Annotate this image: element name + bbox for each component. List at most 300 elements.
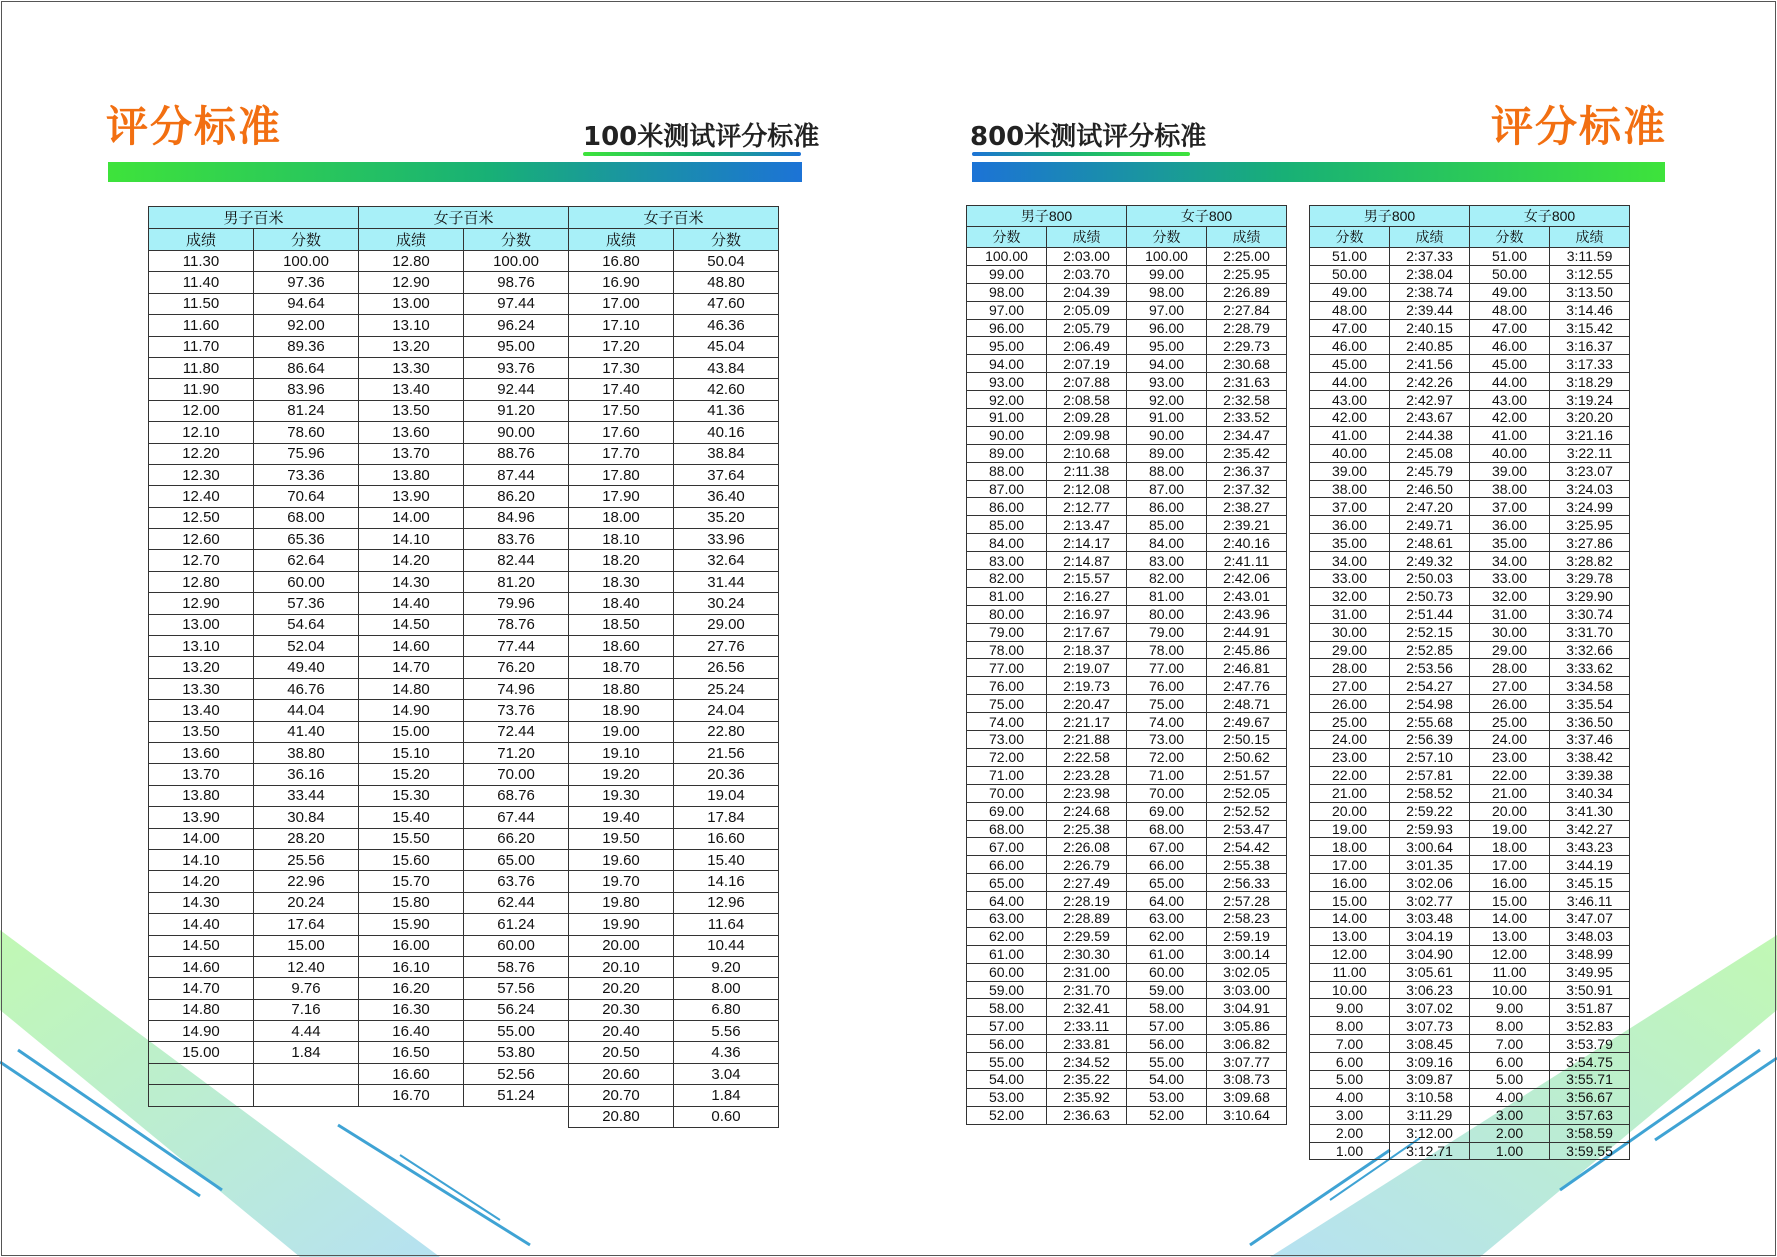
table-row — [149, 807, 569, 828]
table-cell: 2:33.52 — [1207, 409, 1287, 427]
table-cell: 12.80 — [359, 251, 464, 272]
table-cell: 89.36 — [254, 336, 359, 357]
table-cell: 3:02.06 — [1390, 874, 1470, 892]
table-cell: 16.00 — [1310, 874, 1390, 892]
table-cell: 73.00 — [1127, 731, 1207, 749]
table-cell: 29.00 — [1470, 641, 1550, 659]
table-cell: 46.36 — [674, 315, 779, 336]
table-cell: 35.20 — [674, 507, 779, 528]
table-row — [1310, 1106, 1630, 1124]
table-cell: 52.56 — [464, 1063, 569, 1084]
table-cell: 17.00 — [1470, 856, 1550, 874]
table-row — [967, 802, 1287, 820]
table-cell: 2:58.52 — [1390, 784, 1470, 802]
table-cell: 95.00 — [464, 336, 569, 357]
table-cell: 58.76 — [464, 956, 569, 977]
table-row — [149, 999, 569, 1020]
table-cell: 44.04 — [254, 700, 359, 721]
table-row — [149, 1085, 569, 1106]
table-cell: 2:57.10 — [1390, 748, 1470, 766]
table-cell: 2:33.11 — [1047, 1017, 1127, 1035]
table-cell: 3:57.63 — [1550, 1106, 1630, 1124]
table-cell: 2:59.22 — [1390, 802, 1470, 820]
table-cell: 77.00 — [967, 659, 1047, 677]
table-cell: 16.40 — [359, 1021, 464, 1042]
table-row — [1310, 784, 1630, 802]
table-cell: 3:07.02 — [1390, 999, 1470, 1017]
table-cell: 13.10 — [359, 315, 464, 336]
table-cell: 10.00 — [1470, 981, 1550, 999]
table-cell: 12.70 — [149, 550, 254, 571]
table-cell: 2:32.58 — [1207, 391, 1287, 409]
table-cell: 86.64 — [254, 357, 359, 378]
table-cell: 28.00 — [1470, 659, 1550, 677]
table-row — [149, 293, 569, 314]
table-cell: 19.70 — [569, 871, 674, 892]
table-cell: 71.00 — [967, 766, 1047, 784]
table-row — [1310, 516, 1630, 534]
table-row — [149, 700, 569, 721]
table-row — [967, 534, 1287, 552]
table-cell: 32.64 — [674, 550, 779, 571]
table-cell: 2:39.21 — [1207, 516, 1287, 534]
table-row — [569, 978, 779, 999]
table-cell: 3:54.75 — [1550, 1053, 1630, 1071]
table-cell: 33.96 — [674, 529, 779, 550]
table-cell: 3:12.71 — [1390, 1142, 1470, 1160]
table-cell: 16.30 — [359, 999, 464, 1020]
table-row — [967, 641, 1287, 659]
table-row — [967, 283, 1287, 301]
table-cell: 70.64 — [254, 486, 359, 507]
table-cell: 2:36.63 — [1047, 1106, 1127, 1124]
table-cell: 33.44 — [254, 785, 359, 806]
column-header-row — [1310, 227, 1630, 248]
table-cell: 26.00 — [1310, 695, 1390, 713]
table-cell: 3:33.62 — [1550, 659, 1630, 677]
table-cell — [254, 1063, 359, 1084]
table-cell: 3:38.42 — [1550, 748, 1630, 766]
table-cell: 3:07.73 — [1390, 1017, 1470, 1035]
table-row — [1310, 426, 1630, 444]
table-cell: 18.70 — [569, 657, 674, 678]
table-cell: 3:00.14 — [1207, 945, 1287, 963]
table-cell: 2:52.05 — [1207, 784, 1287, 802]
table-cell: 3:17.33 — [1550, 355, 1630, 373]
table-cell: 3:19.24 — [1550, 391, 1630, 409]
table-cell: 2:26.08 — [1047, 838, 1127, 856]
group-header: 男子800 — [1310, 206, 1470, 227]
table-cell: 91.00 — [1127, 409, 1207, 427]
table-cell: 3:14.46 — [1550, 301, 1630, 319]
table-cell: 19.30 — [569, 785, 674, 806]
table-row — [149, 507, 569, 528]
table-row — [149, 828, 569, 849]
table-cell: 2:54.42 — [1207, 838, 1287, 856]
column-header: 分数 — [1310, 227, 1390, 248]
table-cell: 71.00 — [1127, 766, 1207, 784]
table-cell: 3:29.90 — [1550, 587, 1630, 605]
table-cell: 27.76 — [674, 636, 779, 657]
table-cell: 82.44 — [464, 550, 569, 571]
table-cell: 3:28.82 — [1550, 552, 1630, 570]
table-cell: 59.00 — [967, 981, 1047, 999]
table-cell: 2:40.16 — [1207, 534, 1287, 552]
table-cell: 2:28.19 — [1047, 892, 1127, 910]
table-cell: 14.80 — [149, 999, 254, 1020]
table-cell: 3:59.55 — [1550, 1142, 1630, 1160]
table-cell: 14.80 — [359, 678, 464, 699]
table-cell: 15.00 — [254, 935, 359, 956]
table-cell: 34.00 — [1310, 552, 1390, 570]
table-cell: 15.10 — [359, 742, 464, 763]
table-row — [967, 695, 1287, 713]
table-row — [1310, 534, 1630, 552]
table-cell: 24.04 — [674, 700, 779, 721]
table-cell: 13.80 — [359, 464, 464, 485]
table-cell: 19.10 — [569, 742, 674, 763]
table-cell: 35.00 — [1310, 534, 1390, 552]
table-row — [967, 874, 1287, 892]
table-row — [967, 1106, 1287, 1124]
table-cell: 39.00 — [1310, 462, 1390, 480]
table-cell: 13.30 — [149, 678, 254, 699]
table-row — [1310, 605, 1630, 623]
table-cell: 2.00 — [1310, 1124, 1390, 1142]
table-cell: 15.40 — [359, 807, 464, 828]
table-row — [1310, 623, 1630, 641]
table-cell: 92.00 — [1127, 391, 1207, 409]
table-cell: 20.36 — [674, 764, 779, 785]
table-row — [149, 529, 569, 550]
table-cell: 22.80 — [674, 721, 779, 742]
table-cell: 37.64 — [674, 464, 779, 485]
table-cell: 65.00 — [967, 874, 1047, 892]
table-row — [967, 856, 1287, 874]
table-cell: 19.20 — [569, 764, 674, 785]
table-row — [569, 1021, 779, 1042]
table-cell: 3:12.00 — [1390, 1124, 1470, 1142]
table-cell: 3:10.64 — [1207, 1106, 1287, 1124]
table-row — [569, 507, 779, 528]
table-cell: 45.04 — [674, 336, 779, 357]
table-cell: 16.00 — [359, 935, 464, 956]
table-row — [569, 849, 779, 870]
table-row — [149, 785, 569, 806]
table-cell: 25.56 — [254, 849, 359, 870]
table-row — [967, 748, 1287, 766]
table-cell: 3:20.20 — [1550, 409, 1630, 427]
table-cell: 41.00 — [1310, 426, 1390, 444]
table-cell: 77.44 — [464, 636, 569, 657]
table-cell: 97.36 — [254, 272, 359, 293]
table-800m-part2 — [1309, 205, 1630, 1160]
table-row — [967, 552, 1287, 570]
table-cell: 2:59.19 — [1207, 927, 1287, 945]
table-cell: 48.80 — [674, 272, 779, 293]
table-cell: 60.00 — [967, 963, 1047, 981]
table-row — [149, 871, 569, 892]
table-cell: 55.00 — [967, 1053, 1047, 1071]
table-cell: 55.00 — [464, 1021, 569, 1042]
table-cell: 58.00 — [967, 999, 1047, 1017]
table-cell: 9.00 — [1310, 999, 1390, 1017]
table-cell: 14.90 — [149, 1021, 254, 1042]
table-row — [1310, 462, 1630, 480]
table-row — [967, 659, 1287, 677]
table-cell: 14.16 — [674, 871, 779, 892]
table-cell: 3:15.42 — [1550, 319, 1630, 337]
table-row — [967, 909, 1287, 927]
table-row — [569, 785, 779, 806]
table-cell: 57.36 — [254, 593, 359, 614]
table-cell: 94.00 — [1127, 355, 1207, 373]
table-cell: 11.60 — [149, 315, 254, 336]
table-row — [569, 636, 779, 657]
table-cell: 62.00 — [967, 927, 1047, 945]
column-header: 成绩 — [149, 229, 254, 251]
table-cell: 97.00 — [967, 301, 1047, 319]
table-cell: 2:03.00 — [1047, 248, 1127, 266]
table-cell: 13.00 — [1470, 927, 1550, 945]
table-cell: 18.00 — [569, 507, 674, 528]
table-cell: 2:38.27 — [1207, 498, 1287, 516]
table-cell: 9.20 — [674, 956, 779, 977]
table-cell: 26.56 — [674, 657, 779, 678]
table-cell: 5.56 — [674, 1021, 779, 1042]
table-cell: 2:45.86 — [1207, 641, 1287, 659]
table-cell: 3:52.83 — [1550, 1017, 1630, 1035]
table-cell: 14.10 — [359, 529, 464, 550]
table-cell: 20.70 — [569, 1085, 674, 1106]
table-row — [1310, 1124, 1630, 1142]
table-cell: 36.00 — [1470, 516, 1550, 534]
table-cell: 88.76 — [464, 443, 569, 464]
table-cell: 2:38.04 — [1390, 265, 1470, 283]
table-cell: 17.20 — [569, 336, 674, 357]
table-cell: 2:50.15 — [1207, 731, 1287, 749]
table-cell: 80.00 — [967, 605, 1047, 623]
table-row — [149, 764, 569, 785]
group-header-row — [1310, 206, 1630, 227]
table-cell: 13.30 — [359, 357, 464, 378]
table-row — [1310, 677, 1630, 695]
table-cell: 65.00 — [1127, 874, 1207, 892]
table-row — [569, 999, 779, 1020]
table-row — [569, 828, 779, 849]
table-cell: 13.90 — [149, 807, 254, 828]
table-cell: 2:38.74 — [1390, 283, 1470, 301]
table-row — [1310, 802, 1630, 820]
table-cell: 87.00 — [967, 480, 1047, 498]
table-cell: 2:12.77 — [1047, 498, 1127, 516]
table-row — [569, 614, 779, 635]
table-cell: 17.64 — [254, 914, 359, 935]
table-cell: 14.50 — [149, 935, 254, 956]
table-cell: 21.00 — [1470, 784, 1550, 802]
table-cell: 43.00 — [1310, 391, 1390, 409]
table-cell: 13.80 — [149, 785, 254, 806]
table-row — [569, 721, 779, 742]
table-cell: 2:28.89 — [1047, 909, 1127, 927]
table-cell: 19.80 — [569, 892, 674, 913]
table-cell: 48.00 — [1470, 301, 1550, 319]
table-row — [149, 251, 569, 272]
table-cell: 78.00 — [1127, 641, 1207, 659]
table-cell: 11.40 — [149, 272, 254, 293]
table-cell: 14.60 — [149, 956, 254, 977]
left-header-bar — [108, 162, 802, 182]
table-cell: 2:26.79 — [1047, 856, 1127, 874]
table-cell: 45.00 — [1310, 355, 1390, 373]
table-cell: 2:58.23 — [1207, 909, 1287, 927]
table-cell: 99.00 — [967, 265, 1047, 283]
table-cell: 65.00 — [464, 849, 569, 870]
table-cell: 72.44 — [464, 721, 569, 742]
table-row — [1310, 748, 1630, 766]
table-cell: 3:16.37 — [1550, 337, 1630, 355]
table-cell: 1.00 — [1470, 1142, 1550, 1160]
table-cell: 3:34.58 — [1550, 677, 1630, 695]
table-cell: 2:31.00 — [1047, 963, 1127, 981]
table-cell: 2:32.41 — [1047, 999, 1127, 1017]
table-cell: 19.00 — [569, 721, 674, 742]
table-cell: 20.60 — [569, 1063, 674, 1084]
table-cell: 81.20 — [464, 571, 569, 592]
table-cell: 3:04.90 — [1390, 945, 1470, 963]
table-cell: 17.40 — [569, 379, 674, 400]
table-cell: 3:09.68 — [1207, 1088, 1287, 1106]
table-cell: 3:24.99 — [1550, 498, 1630, 516]
table-row — [1310, 909, 1630, 927]
table-row — [569, 529, 779, 550]
table-row — [1310, 766, 1630, 784]
table-cell: 27.00 — [1310, 677, 1390, 695]
table-800m-part1 — [966, 205, 1287, 1125]
table-cell: 79.00 — [967, 623, 1047, 641]
table-cell: 14.30 — [359, 571, 464, 592]
table-cell: 52.04 — [254, 636, 359, 657]
table-cell: 90.00 — [464, 422, 569, 443]
table-cell: 18.40 — [569, 593, 674, 614]
table-row — [569, 379, 779, 400]
table-cell: 13.50 — [149, 721, 254, 742]
table-cell: 12.50 — [149, 507, 254, 528]
group-header: 女子百米 — [359, 207, 569, 229]
table-row — [149, 914, 569, 935]
table-row — [967, 355, 1287, 373]
table-cell: 98.00 — [967, 283, 1047, 301]
table-cell: 74.00 — [1127, 713, 1207, 731]
table-cell: 53.00 — [1127, 1088, 1207, 1106]
table-row — [569, 764, 779, 785]
table-cell: 3:06.23 — [1390, 981, 1470, 999]
table-row — [967, 784, 1287, 802]
table-cell: 9.00 — [1470, 999, 1550, 1017]
table-cell: 15.90 — [359, 914, 464, 935]
table-cell: 84.00 — [1127, 534, 1207, 552]
table-cell: 2:07.88 — [1047, 373, 1127, 391]
table-cell: 14.90 — [359, 700, 464, 721]
table-cell: 76.00 — [967, 677, 1047, 695]
table-row — [149, 636, 569, 657]
table-row — [967, 444, 1287, 462]
table-cell: 12.40 — [254, 956, 359, 977]
table-row — [149, 1063, 569, 1084]
table-row — [149, 614, 569, 635]
column-header: 成绩 — [359, 229, 464, 251]
table-row — [569, 935, 779, 956]
group-header: 女子800 — [1127, 206, 1287, 227]
table-row — [967, 516, 1287, 534]
table-cell: 16.60 — [674, 828, 779, 849]
table-cell: 20.30 — [569, 999, 674, 1020]
table-cell — [149, 1085, 254, 1106]
table-row — [1310, 1053, 1630, 1071]
column-header-row — [967, 227, 1287, 248]
table-cell: 85.00 — [1127, 516, 1207, 534]
table-cell: 13.60 — [149, 742, 254, 763]
table-cell: 2:57.81 — [1390, 766, 1470, 784]
table-cell: 54.00 — [967, 1070, 1047, 1088]
table-row — [569, 892, 779, 913]
table-row — [149, 422, 569, 443]
table-cell: 2:57.28 — [1207, 892, 1287, 910]
table-cell: 44.00 — [1310, 373, 1390, 391]
table-cell: 13.00 — [1310, 927, 1390, 945]
table-cell: 93.00 — [1127, 373, 1207, 391]
table-cell: 19.00 — [1310, 820, 1390, 838]
table-100m-women-continued — [568, 206, 779, 1128]
table-cell: 28.20 — [254, 828, 359, 849]
table-cell: 3:48.99 — [1550, 945, 1630, 963]
group-header-row — [569, 207, 779, 229]
table-cell: 49.40 — [254, 657, 359, 678]
table-row — [967, 301, 1287, 319]
table-cell: 3:04.91 — [1207, 999, 1287, 1017]
table-cell: 3:08.45 — [1390, 1035, 1470, 1053]
table-cell: 3:12.55 — [1550, 265, 1630, 283]
table-cell: 1.84 — [254, 1042, 359, 1063]
table-cell: 12.30 — [149, 464, 254, 485]
table-row — [967, 623, 1287, 641]
table-cell: 31.44 — [674, 571, 779, 592]
table-cell: 2:28.79 — [1207, 319, 1287, 337]
table-cell: 14.00 — [1310, 909, 1390, 927]
table-row — [967, 1017, 1287, 1035]
table-cell: 92.00 — [967, 391, 1047, 409]
table-cell: 3:09.16 — [1390, 1053, 1470, 1071]
table-cell: 3:31.70 — [1550, 623, 1630, 641]
table-cell: 30.84 — [254, 807, 359, 828]
table-row — [1310, 355, 1630, 373]
table-cell: 78.60 — [254, 422, 359, 443]
table-cell: 94.00 — [967, 355, 1047, 373]
table-row — [967, 426, 1287, 444]
table-cell: 15.00 — [1310, 892, 1390, 910]
table-cell: 3:24.03 — [1550, 480, 1630, 498]
table-cell: 74.96 — [464, 678, 569, 699]
table-cell: 3:02.77 — [1390, 892, 1470, 910]
table-row — [149, 315, 569, 336]
table-cell: 82.00 — [967, 570, 1047, 588]
table-row — [967, 248, 1287, 266]
table-row — [1310, 265, 1630, 283]
column-header: 分数 — [674, 229, 779, 251]
table-cell: 20.10 — [569, 956, 674, 977]
group-header: 男子百米 — [149, 207, 359, 229]
table-row — [1310, 337, 1630, 355]
